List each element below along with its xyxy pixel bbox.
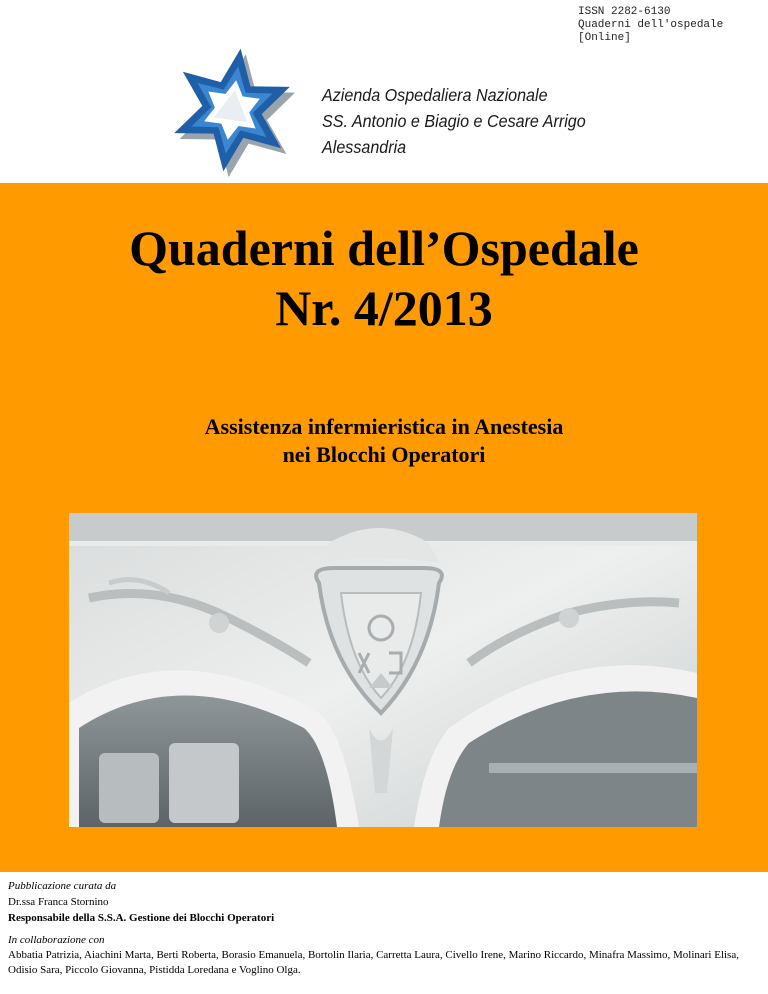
subtitle-line-2: nei Blocchi Operatori bbox=[282, 442, 486, 467]
issn-title: Quaderni dell'ospedale bbox=[578, 19, 724, 31]
issn-block bbox=[578, 6, 723, 45]
editor-name: Dr.ssa Franca Stornino bbox=[8, 896, 109, 908]
marble-relief-photo-icon bbox=[69, 513, 697, 827]
cover-subtitle bbox=[0, 413, 768, 469]
org-line-3: Alessandria bbox=[322, 137, 407, 157]
edited-by-label: Pubblicazione curata da bbox=[8, 880, 117, 892]
footer-credits bbox=[8, 878, 758, 978]
editor-role: Responsabile della S.S.A. Gestione dei Blocchi Operatori bbox=[8, 912, 275, 924]
collaborators-list: Abbatia Patrizia, Aiachini Marta, Berti Roberta, Borasio Emanuela, Bortolin Ilaria, Carretta Laura, Civello Irene, Marino Riccardo, Minafra Massimo, Molinari Elisa, Odisio Sara, Piccolo Giovanna, Pistidda Loredana e Voglino Olga. bbox=[8, 949, 739, 976]
title-line-1: Quaderni dell’Ospedale bbox=[129, 220, 639, 276]
issn-medium: [Online] bbox=[578, 32, 631, 44]
organization-name bbox=[322, 82, 586, 160]
org-line-2: SS. Antonio e Biagio e Cesare Arrigo bbox=[322, 111, 586, 131]
title-line-2: Nr. 4/2013 bbox=[275, 280, 493, 336]
issn-number: ISSN 2282-6130 bbox=[578, 6, 671, 18]
collaboration-label: In collaborazione con bbox=[8, 934, 105, 946]
cover-title bbox=[0, 218, 768, 338]
org-line-1: Azienda Ospedaliera Nazionale bbox=[322, 85, 548, 105]
subtitle-line-1: Assistenza infermieristica in Anestesia bbox=[204, 414, 564, 439]
star-of-david-logo-icon bbox=[160, 38, 300, 178]
